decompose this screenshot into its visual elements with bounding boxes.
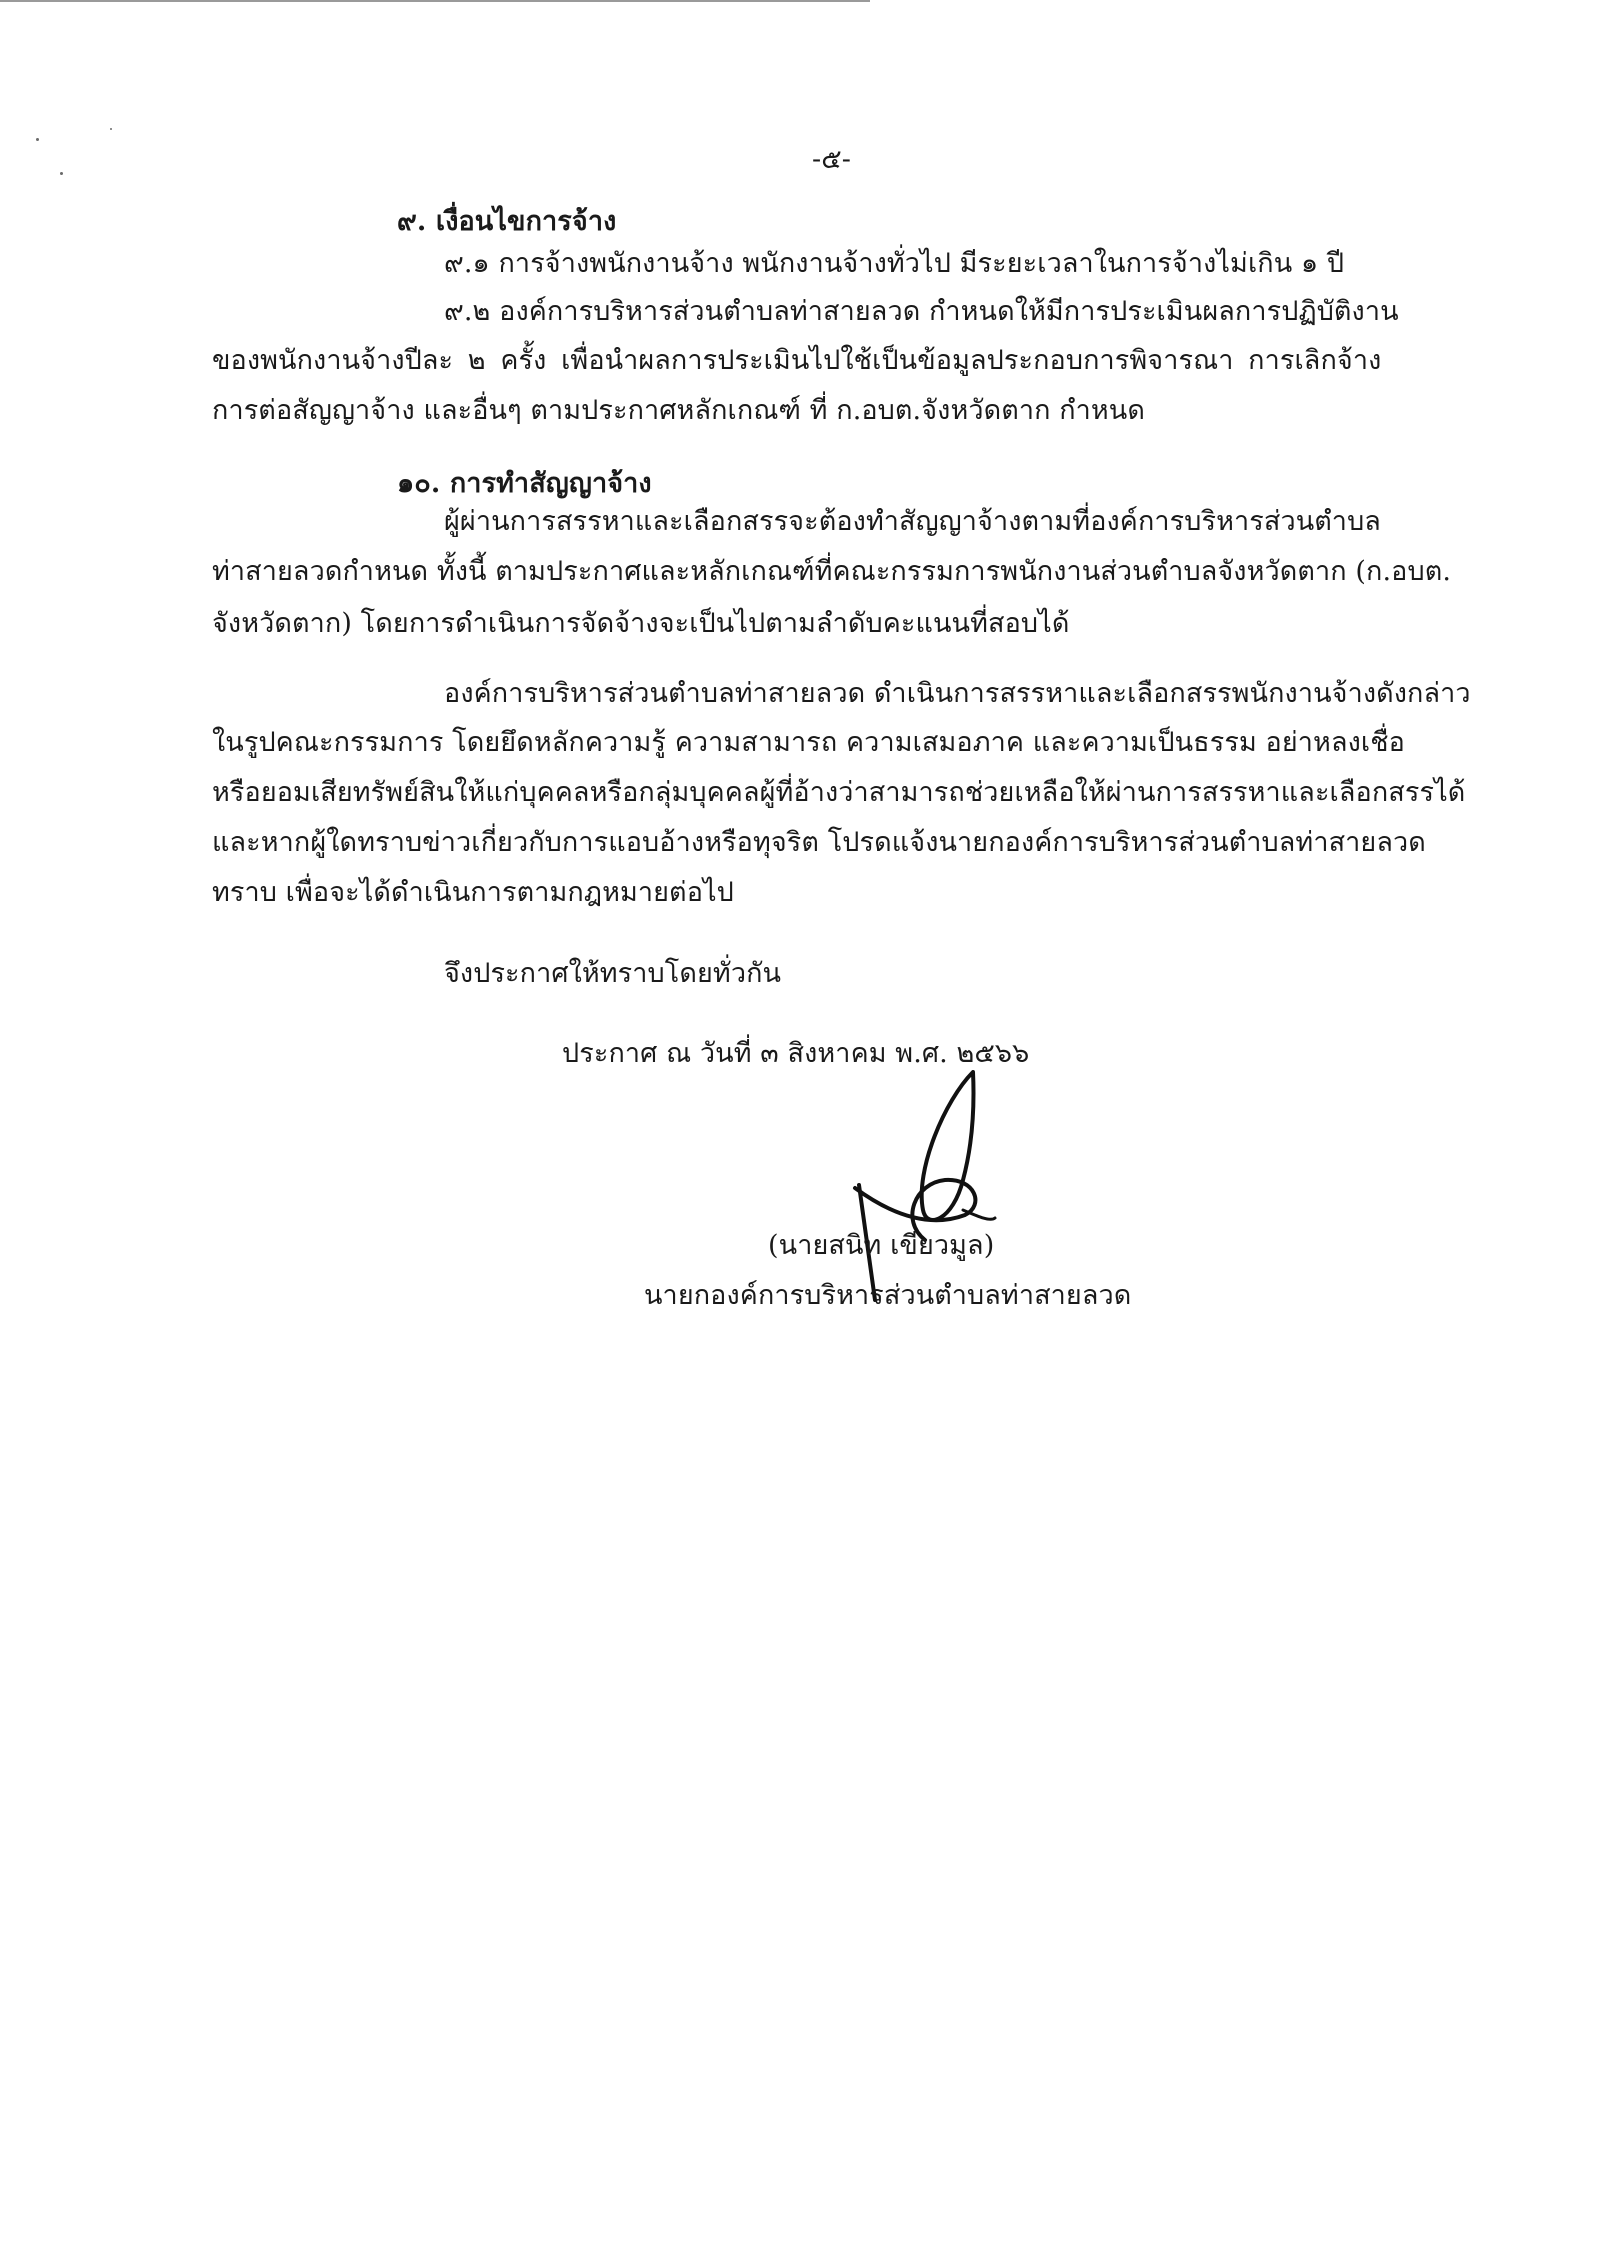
section-10-line-1: ผู้ผ่านการสรรหาและเลือกสรรจะต้องทำสัญญาจ้างตามที่องค์การบริหารส่วนตำบล [444, 506, 1381, 537]
section-10-line-2: ท่าสายลวดกำหนด ทั้งนี้ ตามประกาศและหลักเกณฑ์ที่คณะกรรมการพนักงานส่วนตำบลจังหวัดตาก (ก.อบต. [212, 556, 1452, 587]
closing-paragraph-line-2: ในรูปคณะกรรมการ โดยยึดหลักความรู้ ความสามารถ ความเสมอภาค และความเป็นธรรม อย่าหลงเชื่อ [212, 727, 1405, 758]
section-9-item-1: ๙.๑ การจ้างพนักงานจ้าง พนักงานจ้างทั่วไป มีระยะเวลาในการจ้างไม่เกิน ๑ ปี [444, 248, 1345, 279]
section-10-line-3: จังหวัดตาก) โดยการดำเนินการจัดจ้างจะเป็นไปตามลำดับคะแนนที่สอบได้ [212, 608, 1070, 639]
closing-paragraph-line-4: และหากผู้ใดทราบข่าวเกี่ยวกับการแอบอ้างหรือทุจริต โปรดแจ้งนายกองค์การบริหารส่วนตำบลท่าสายลวด [212, 827, 1426, 858]
date-line: ประกาศ ณ วันที่ ๓ สิงหาคม พ.ศ. ๒๕๖๖ [562, 1038, 1030, 1069]
scan-speck [110, 128, 112, 130]
signatory-position: นายกองค์การบริหารส่วนตำบลท่าสายลวด [644, 1280, 1132, 1311]
signatory-name: (นายสนิท เขียวมูล) [768, 1230, 995, 1261]
scan-top-edge [0, 0, 870, 2]
closing-paragraph-line-5: ทราบ เพื่อจะได้ดำเนินการตามกฎหมายต่อไป [212, 877, 734, 908]
closing-paragraph-line-3: หรือยอมเสียทรัพย์สินให้แก่บุคคลหรือกลุ่มบุคคลผู้ที่อ้างว่าสามารถช่วยเหลือให้ผ่านการสรรหาและเลือกสรรได้ [212, 777, 1466, 808]
section-9-heading: ๙. เงื่อนไขการจ้าง [397, 206, 617, 237]
section-9-item-2-line-3: การต่อสัญญาจ้าง และอื่นๆ ตามประกาศหลักเกณฑ์ ที่ ก.อบต.จังหวัดตาก กำหนด [212, 395, 1145, 426]
scan-speck [60, 172, 63, 175]
section-9-item-2-line-2: ของพนักงานจ้างปีละ ๒ ครั้ง เพื่อนำผลการประเมินไปใช้เป็นข้อมูลประกอบการพิจารณา การเลิกจ้าง [212, 345, 1382, 376]
announcement-line: จึงประกาศให้ทราบโดยทั่วกัน [444, 958, 782, 989]
section-9-item-2-line-1: ๙.๒ องค์การบริหารส่วนตำบลท่าสายลวด กำหนดให้มีการประเมินผลการปฏิบัติงาน [444, 296, 1399, 327]
scan-speck [36, 138, 39, 141]
page-number: -๕- [812, 144, 851, 175]
section-10-heading: ๑๐. การทำสัญญาจ้าง [397, 468, 652, 499]
signature-image [845, 1060, 1045, 1310]
closing-paragraph-line-1: องค์การบริหารส่วนตำบลท่าสายลวด ดำเนินการสรรหาและเลือกสรรพนักงานจ้างดังกล่าว [444, 678, 1471, 709]
